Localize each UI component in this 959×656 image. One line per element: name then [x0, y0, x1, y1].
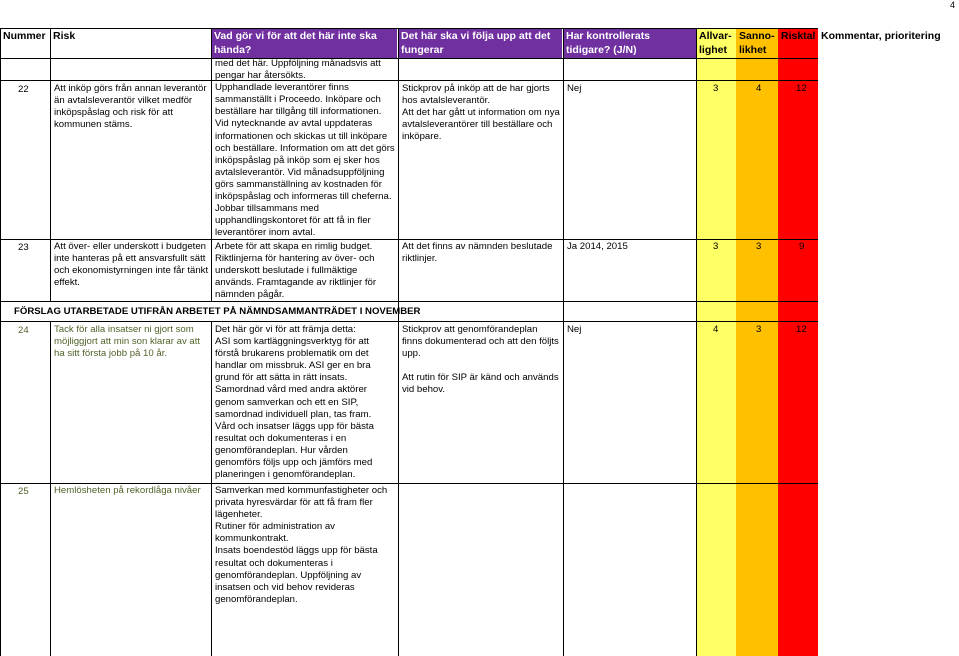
grid-line	[50, 321, 51, 656]
grid-line	[563, 28, 564, 656]
grid-line	[0, 28, 1, 656]
header-vad-gor: Vad gör vi för att det här inte ska hända?	[211, 28, 397, 58]
header-allvarlighet: Allvar-lighet	[696, 28, 736, 58]
row-22-follow-up: Stickprov på inköp att de har gjorts hos avtalsleverantör. Att det har gått ut information om nya avtalsleverantörer till beställare och inköpare.	[402, 83, 560, 143]
row-22-risk: Att inköp görs från annan leverantör än avtalsleverantör vilket medför inköpspåslag och risk för att kommunen stäms.	[54, 83, 207, 131]
row-25-risk: Hemlösheten på rekordlåga nivåer	[54, 485, 201, 496]
row-24-id: 24	[18, 325, 29, 336]
sannolikhet-column-fill	[736, 28, 778, 656]
table-header	[0, 28, 959, 58]
grid-line	[211, 321, 212, 656]
row-23-checked: Ja 2014, 2015	[567, 241, 628, 252]
header-risktal: Risktal	[778, 28, 818, 58]
header-kommentar: Kommentar, prioritering	[821, 30, 941, 42]
section-title: FÖRSLAG UTARBETADE UTIFRÅN ARBETET PÅ NÄMNDSAMMANTRÄDET I NOVEMBER	[14, 306, 421, 317]
header-nummer: Nummer	[3, 30, 46, 42]
header-kontrollerats: Har kontrollerats tidigare? (J/N)	[563, 28, 696, 58]
grid-line	[50, 28, 51, 301]
allvarlighet-column-fill	[696, 28, 736, 656]
row-23-id: 23	[18, 242, 29, 253]
row-24-allvarlighet: 4	[713, 324, 719, 335]
row-22-action: med det här. Uppföljning månadsvis att pengar har återsökts. Upphandlade leverantörer finns sammanställt i Proceedo. Inköpare och beställare har tillgång till informationen. Vid nytecknande av avtal uppdateras informationen och skickas ut till inköpare och beställare. Information om att det görs inköpspåslag på inköp som ej sker hos avtalsleverantör. Vid månadsuppföljning görs sammanställning av kostnaden för inköpspåslag och informeras till cheferna. Jobbar tillsammans med upphandlingskontoret för att få in fler leverantörer inom avtal.	[215, 58, 395, 239]
row-22-risktal: 12	[796, 83, 807, 94]
header-sannolikhet: Sanno-likhet	[736, 28, 778, 58]
row-22-sannolikhet: 4	[756, 83, 762, 94]
row-25-id: 25	[18, 486, 29, 497]
row-23-risk: Att över- eller underskott i budgeten inte hanteras på ett ansvarsfullt sätt och ekonomistyrningen inte får tänkt effekt.	[54, 241, 209, 289]
row-23-risktal: 9	[799, 241, 805, 252]
row-24-checked: Nej	[567, 324, 582, 335]
row-23-sannolikhet: 3	[756, 241, 762, 252]
row-22-id: 22	[18, 84, 29, 95]
header-risk: Risk	[53, 30, 76, 42]
row-24-action: Det här gör vi för att främja detta: ASI som kartläggningsverktyg för att förstå brukarens problematik om det handlar om missbruk. ASI ger en bra grund för att sätta in rätt insats. Samordnad vård med andra aktörer genom samverkan och ett en SIP, samordnad individuell plan, tas fram. Vård och insatser läggs upp för bästa resultat och dokumenteras i en genomförandeplan. Hur vården genomförs följs upp och jämförs med planeringen i genomförandeplan.	[215, 324, 374, 481]
grid-line	[696, 28, 697, 656]
row-24-risktal: 12	[796, 324, 807, 335]
row-24-follow-up: Stickprov att genomförandeplan finns dokumenterad och att den följts upp. Att rutin för SIP är känd och används vid behov.	[402, 324, 559, 396]
row-22-checked: Nej	[567, 83, 582, 94]
row-23-action: Arbete för att skapa en rimlig budget. Riktlinjerna för hantering av över- och underskott beslutade i fullmäktige används. Framtagande av riktlinjer för nämnden pågår.	[215, 241, 377, 301]
page-number: 4	[949, 0, 955, 10]
row-25-action: Samverkan med kommunfastigheter och privata hyresvärdar för att få fram fler lägenheter. Rutiner för administration av kommunkontrakt. Insats boendestöd läggs upp för bästa resultat och dokumenteras i genomförandeplan. Uppföljning av insatsen och vid behov revideras genomförandeplan.	[215, 485, 388, 605]
row-23-allvarlighet: 3	[713, 241, 719, 252]
grid-line	[211, 28, 212, 301]
row-22-allvarlighet: 3	[713, 83, 719, 94]
row-23-follow-up: Att det finns av nämnden beslutade riktlinjer.	[402, 241, 553, 265]
row-24-risk: Tack för alla insatser ni gjort som möjliggjort att min son klarar av att ha sitt första jobb på 10 år.	[54, 324, 201, 360]
grid-line	[398, 28, 399, 656]
row-24-sannolikhet: 3	[756, 324, 762, 335]
risktal-column-fill	[778, 28, 818, 656]
header-folja-upp: Det här ska vi följa upp att det fungerar	[398, 28, 562, 58]
